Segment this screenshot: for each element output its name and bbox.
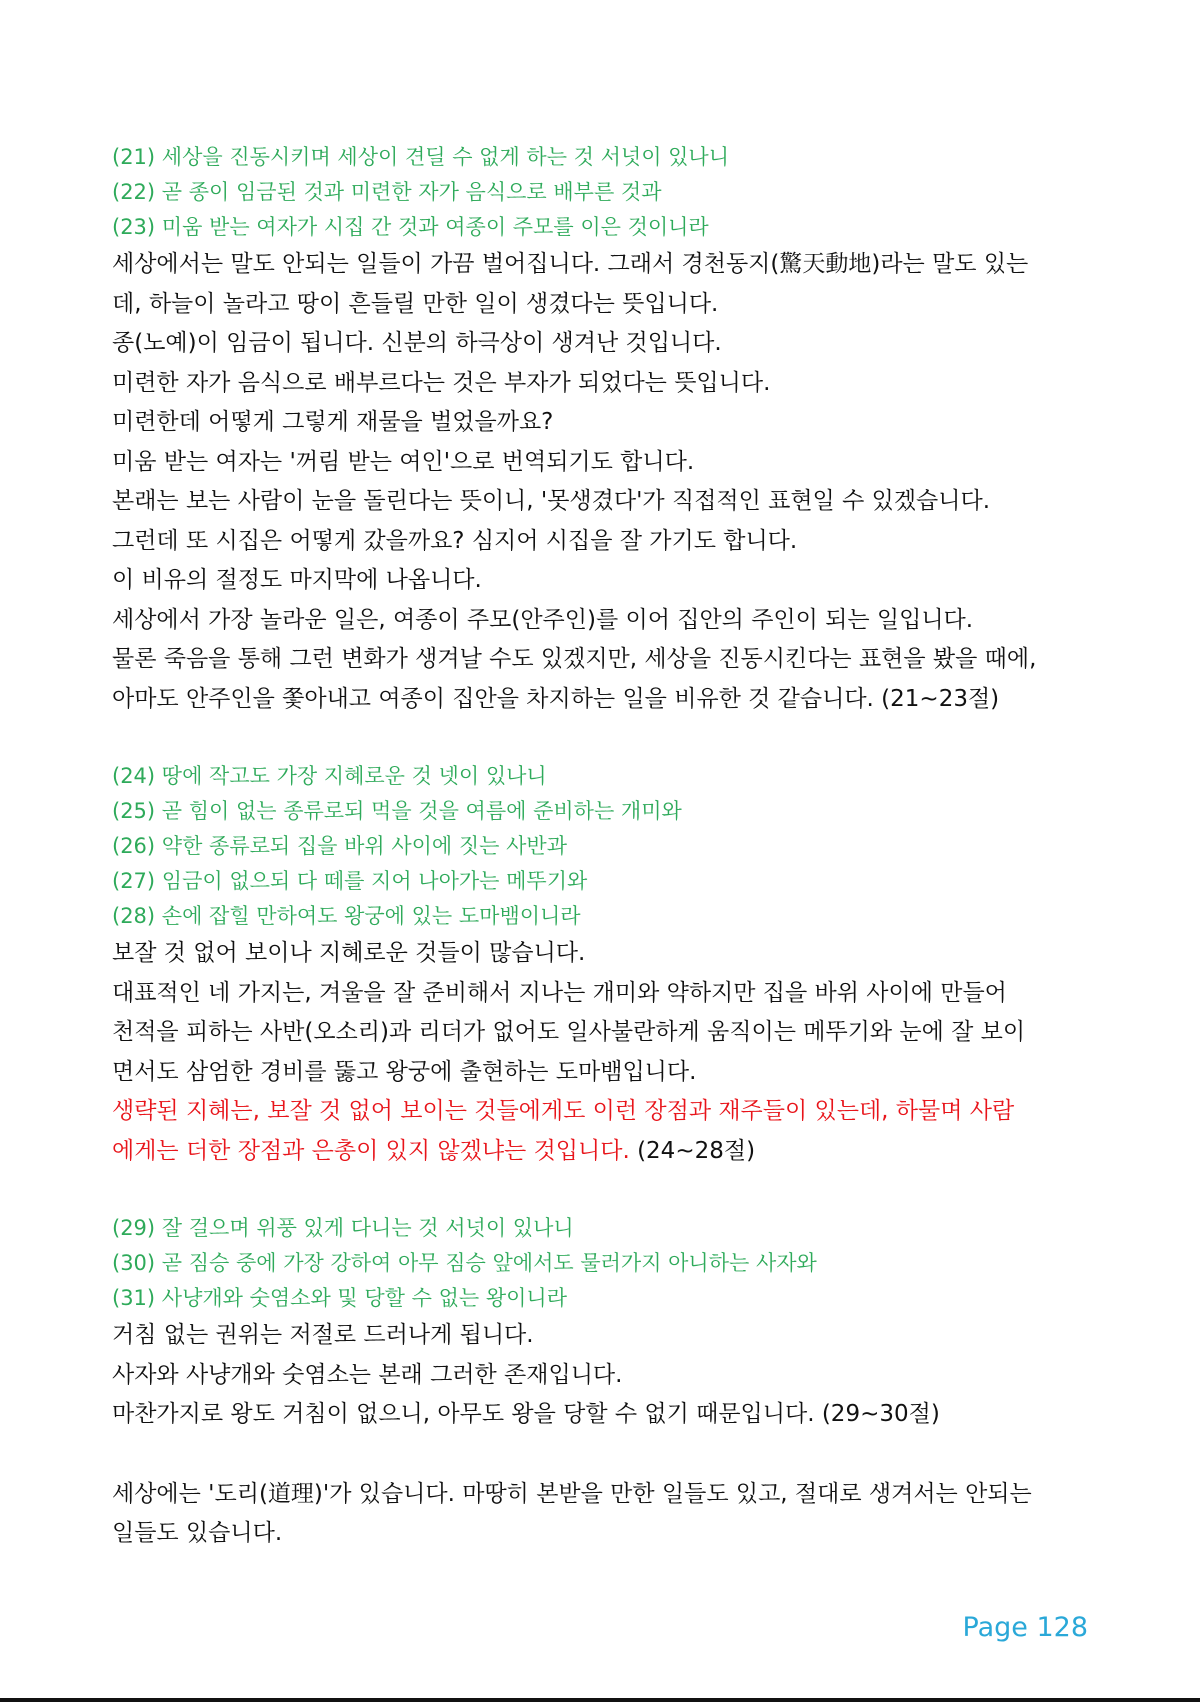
verse-line: (31) 사냥개와 숫염소와 및 당할 수 없는 왕이니라 <box>112 1286 567 1310</box>
commentary-line: 미움 받는 여자는 '꺼림 받는 여인'으로 번역되기도 합니다. <box>112 448 695 475</box>
commentary-line: 본래는 보는 사람이 눈을 돌린다는 뜻이니, '못생겼다'가 직접적인 표현일 수 있겠습니다. <box>112 488 991 514</box>
commentary-line: 데, 하늘이 놀라고 땅이 흔들릴 만한 일이 생겼다는 뜻입니다. <box>112 290 719 317</box>
emphasis-line <box>112 1132 1112 1172</box>
commentary-line: 거침 없는 권위는 저절로 드러나게 됩니다. <box>112 1322 534 1348</box>
commentary-line: 사자와 사냥개와 숫염소는 본래 그러한 존재입니다. <box>112 1361 623 1388</box>
commentary-line: 이 비유의 절정도 마지막에 나옵니다. <box>112 567 482 593</box>
verse-line: (25) 곧 힘이 없는 종류로되 먹을 것을 여름에 준비하는 개미와 <box>112 799 682 823</box>
verse-line: (21) 세상을 진동시키며 세상이 견딜 수 없게 하는 것 서넛이 있나니 <box>112 145 730 169</box>
commentary-line: 천적을 피하는 사반(오소리)과 리더가 없어도 일사불란하게 움직이는 메뚜기와 눈에 잘 보이 <box>112 1019 1026 1045</box>
commentary-line: 마찬가지로 왕도 거침이 없으니, 아무도 왕을 당할 수 없기 때문입니다. (29~30절) <box>112 1401 940 1427</box>
verse-line: (26) 약한 종류로되 집을 바위 사이에 짓는 사반과 <box>112 834 567 858</box>
commentary-line: 아마도 안주인을 쫓아내고 여종이 집안을 차지하는 일을 비유한 것 같습니다. (21~23절) <box>112 685 1000 712</box>
verse-line: (23) 미움 받는 여자가 시집 간 것과 여종이 주모를 이은 것이니라 <box>112 215 709 239</box>
page-number: Page 128 <box>962 1612 1088 1643</box>
commentary-line: 종(노예)이 임금이 됩니다. 신분의 하극상이 생겨난 것입니다. <box>112 330 722 356</box>
section-spacer <box>112 719 1112 759</box>
section-spacer <box>112 1171 1112 1211</box>
commentary-line: 보잘 것 없어 보이나 지혜로운 것들이 많습니다. <box>112 940 586 966</box>
section-spacer <box>112 1435 1112 1475</box>
commentary-line: 세상에서 가장 놀라운 일은, 여종이 주모(안주인)를 이어 집안의 주인이 되는 일입니다. <box>112 606 974 633</box>
commentary-line: 미련한데 어떻게 그렇게 재물을 벌었을까요? <box>112 409 554 435</box>
section-verses-29-31 <box>112 1211 1112 1435</box>
section-verses-21-23 <box>112 140 1112 719</box>
page-content <box>112 140 1112 1554</box>
verse-line: (28) 손에 잡힐 만하여도 왕궁에 있는 도마뱀이니라 <box>112 904 581 928</box>
commentary-line: 대표적인 네 가지는, 겨울을 잘 준비해서 지나는 개미와 약하지만 집을 바위 사이에 만들어 <box>112 979 1007 1006</box>
commentary-line: 그런데 또 시집은 어떻게 갔을까요? 심지어 시집을 잘 가기도 합니다. <box>112 527 798 554</box>
emphasis-text: 에게는 더한 장점과 은총이 있지 않겠냐는 것입니다. <box>112 1137 630 1164</box>
verse-reference: (24~28절) <box>629 1137 756 1164</box>
section-verses-24-28 <box>112 759 1112 1171</box>
verse-line: (24) 땅에 작고도 가장 지혜로운 것 넷이 있나니 <box>112 764 547 788</box>
emphasis-line: 생략된 지혜는, 보잘 것 없어 보이는 것들에게도 이런 장점과 재주들이 있는데, 하물며 사람 <box>112 1098 1015 1124</box>
section-conclusion <box>112 1475 1112 1554</box>
commentary-line: 면서도 삼엄한 경비를 뚫고 왕궁에 출현하는 도마뱀입니다. <box>112 1058 697 1085</box>
page-bottom-border <box>0 1698 1200 1702</box>
verse-line: (29) 잘 걸으며 위풍 있게 다니는 것 서넛이 있나니 <box>112 1216 574 1240</box>
commentary-line: 미련한 자가 음식으로 배부르다는 것은 부자가 되었다는 뜻입니다. <box>112 369 771 396</box>
commentary-line: 일들도 있습니다. <box>112 1520 283 1546</box>
verse-line: (22) 곧 종이 임금된 것과 미련한 자가 음식으로 배부른 것과 <box>112 180 662 204</box>
verse-line: (27) 임금이 없으되 다 떼를 지어 나아가는 메뚜기와 <box>112 869 588 893</box>
verse-line: (30) 곧 짐승 중에 가장 강하여 아무 짐승 앞에서도 물러가지 아니하는 사자와 <box>112 1251 817 1275</box>
commentary-line: 물론 죽음을 통해 그런 변화가 생겨날 수도 있겠지만, 세상을 진동시킨다는 표현을 봤을 때에, <box>112 646 1037 672</box>
commentary-line: 세상에서는 말도 안되는 일들이 가끔 벌어집니다. 그래서 경천동지(驚天動地)라는 말도 있는 <box>112 251 1029 277</box>
commentary-line: 세상에는 '도리(道理)'가 있습니다. 마땅히 본받을 만한 일들도 있고, 절대로 생겨서는 안되는 <box>112 1480 1032 1507</box>
